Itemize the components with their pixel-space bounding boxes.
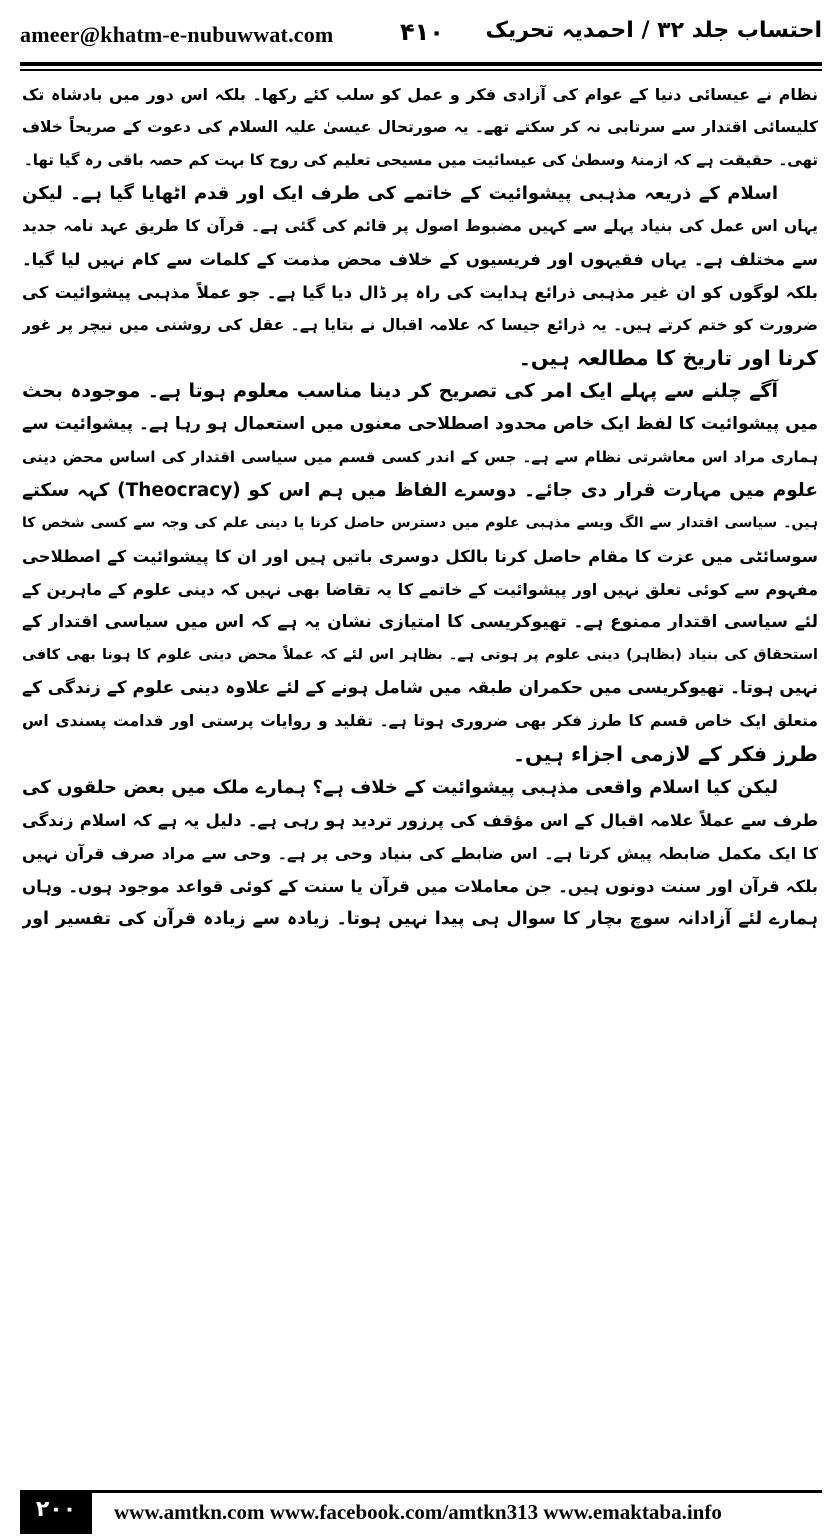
text-line: سوسائٹی میں عزت کا مقام حاصل کرنا بالکل دوسری باتیں ہیں اور ان کا پیشوائیت کے اصطلاحی — [22, 547, 818, 566]
text-line: طرز فکر کے لازمی اجزاء ہیں۔ — [513, 742, 818, 766]
text-line: سے مختلف ہے۔ یہاں فقیہوں اور فریسیوں کے خلاف محض مذمت کے کلمات سے کام نہیں لیا گیا۔ — [22, 250, 818, 269]
text-line: بلکہ قرآن اور سنت دونوں ہیں۔ جن معاملات میں قرآن یا سنت کے کوئی قواعد موجود ہوں۔ وہاں — [22, 877, 818, 896]
text-line: استحقاق کی بنیاد (بظاہر) دینی علوم پر ہوتی ہے۔ بظاہر اس لئے کہ عملاً محض دینی علوم کا ہونا بھی کافی — [22, 647, 818, 663]
page-footer — [20, 1490, 822, 1534]
text-line: ہیں۔ سیاسی اقتدار سے الگ ویسے مذہبی علوم میں دسترس حاصل کرنا یا دینی علم کی وجہ سے کسی شخص کا — [22, 515, 818, 531]
text-line: مفہوم سے کوئی تعلق نہیں اور پیشوائیت کے خاتمے کا یہ تقاضا بھی نہیں کہ دینی علوم کے ماہرین کے — [22, 580, 818, 599]
text-line: بلکہ لوگوں کو ان غیر مذہبی ذرائع ہدایت کی راہ پر ڈال دیا گیا ہے۔ جو عملاً مذہبی پیشوائیت کی — [22, 283, 818, 302]
text-line: آگے چلنے سے پہلے ایک امر کی تصریح کر دینا مناسب معلوم ہوتا ہے۔ موجودہ بحث — [22, 380, 778, 402]
text-line: کرنا اور تاریخ کا مطالعہ ہیں۔ — [518, 346, 818, 370]
text-line: میں پیشوائیت کا لفظ ایک خاص محدود اصطلاحی معنوں میں استعمال ہو رہا ہے۔ پیشوائیت سے — [22, 414, 818, 434]
text-line: تھی۔ حقیقت ہے کہ ازمنۂ وسطیٰ کی عیسائیت میں مسیحی تعلیم کی روح کا بہت کم حصہ باقی رہ گیا تھا۔ — [23, 151, 818, 169]
header-page-number: ۴۱۰ — [400, 18, 444, 46]
text-line: لیکن کیا اسلام واقعی مذہبی پیشوائیت کے خلاف ہے؟ ہمارے ملک میں بعض حلقوں کی — [22, 777, 778, 798]
text-line: نظام نے عیسائی دنیا کے عوام کی آزادی فکر و عمل کو سلب کئے رکھا۔ بلکہ اس دور میں بادشاہ تک — [22, 85, 818, 104]
text-line: لئے سیاسی اقتدار ممنوع ہے۔ تھیوکریسی کا امتیازی نشان یہ ہے کہ اس میں سیاسی اقتدار کے — [22, 612, 818, 632]
footer-rule — [20, 1490, 822, 1493]
page-header — [20, 18, 822, 62]
text-line: نہیں ہوتا۔ تھیوکریسی میں حکمران طبقہ میں شامل ہونے کے لئے علاوہ دینی علوم کے زندگی کے — [22, 678, 818, 698]
header-rule-thick — [20, 62, 822, 66]
text-line: ضرورت کو ختم کرتے ہیں۔ یہ ذرائع جیسا کہ علامہ اقبال نے بتایا ہے۔ عقل کی روشنی میں نیچر پر غور — [22, 316, 818, 334]
text-line: علوم میں مہارت قرار دی جائے۔ دوسرے الفاظ میں ہم اس کو (Theocracy) کہہ سکتے — [22, 480, 818, 501]
text-line: ہمارے لئے آزادانہ سوچ بچار کا سوال ہی پیدا نہیں ہوتا۔ زیادہ سے زیادہ قرآن کی تفسیر اور — [22, 909, 818, 929]
header-email: ameer@khatm-e-nubuwwat.com — [20, 22, 334, 47]
text-line: متعلق ایک خاص قسم کا طرز فکر بھی ضروری ہوتا ہے۔ تقلید و روایات پرستی اور قدامت پسندی اس — [22, 712, 818, 730]
text-line: کا ایک مکمل ضابطہ پیش کرتا ہے۔ اس ضابطے کی بنیاد وحی پر ہے۔ وحی سے مراد صرف قرآن نہیں — [22, 844, 818, 863]
text-line: یہاں اس عمل کی بنیاد پہلے سے کہیں مضبوط اصول پر قائم کی گئی ہے۔ قرآن کا طریق عہد نامہ جدید — [22, 217, 818, 235]
footer-page-number: ۲۰۰ — [20, 1490, 92, 1534]
text-line: کلیسائی اقتدار سے سرتابی نہ کر سکتے تھے۔ یہ صورتحال عیسیٰ علیہ السلام کی دعوت کے صریحاً خلاف — [22, 118, 818, 136]
text-line: اسلام کے ذریعہ مذہبی پیشوائیت کے خاتمے کی طرف ایک اور قدم اٹھایا گیا ہے۔ لیکن — [22, 183, 778, 204]
footer-links[interactable]: www.amtkn.com www.facebook.com/amtkn313 www.emaktaba.info — [114, 1500, 722, 1524]
header-rule-thin — [20, 69, 822, 71]
text-line: طرف سے عملاً علامہ اقبال کے اس مؤقف کی پرزور تردید ہو رہی ہے۔ دلیل یہ ہے کہ اسلام زندگی — [22, 811, 818, 830]
page-body — [22, 78, 818, 1476]
text-line: ہماری مراد اس معاشرتی نظام سے ہے۔ جس کے اندر کسی قسم میں سیاسی اقتدار کی اساس محض دینی — [22, 448, 818, 466]
header-title: احتساب جلد ۳۲ / احمدیہ تحریک — [485, 18, 822, 43]
